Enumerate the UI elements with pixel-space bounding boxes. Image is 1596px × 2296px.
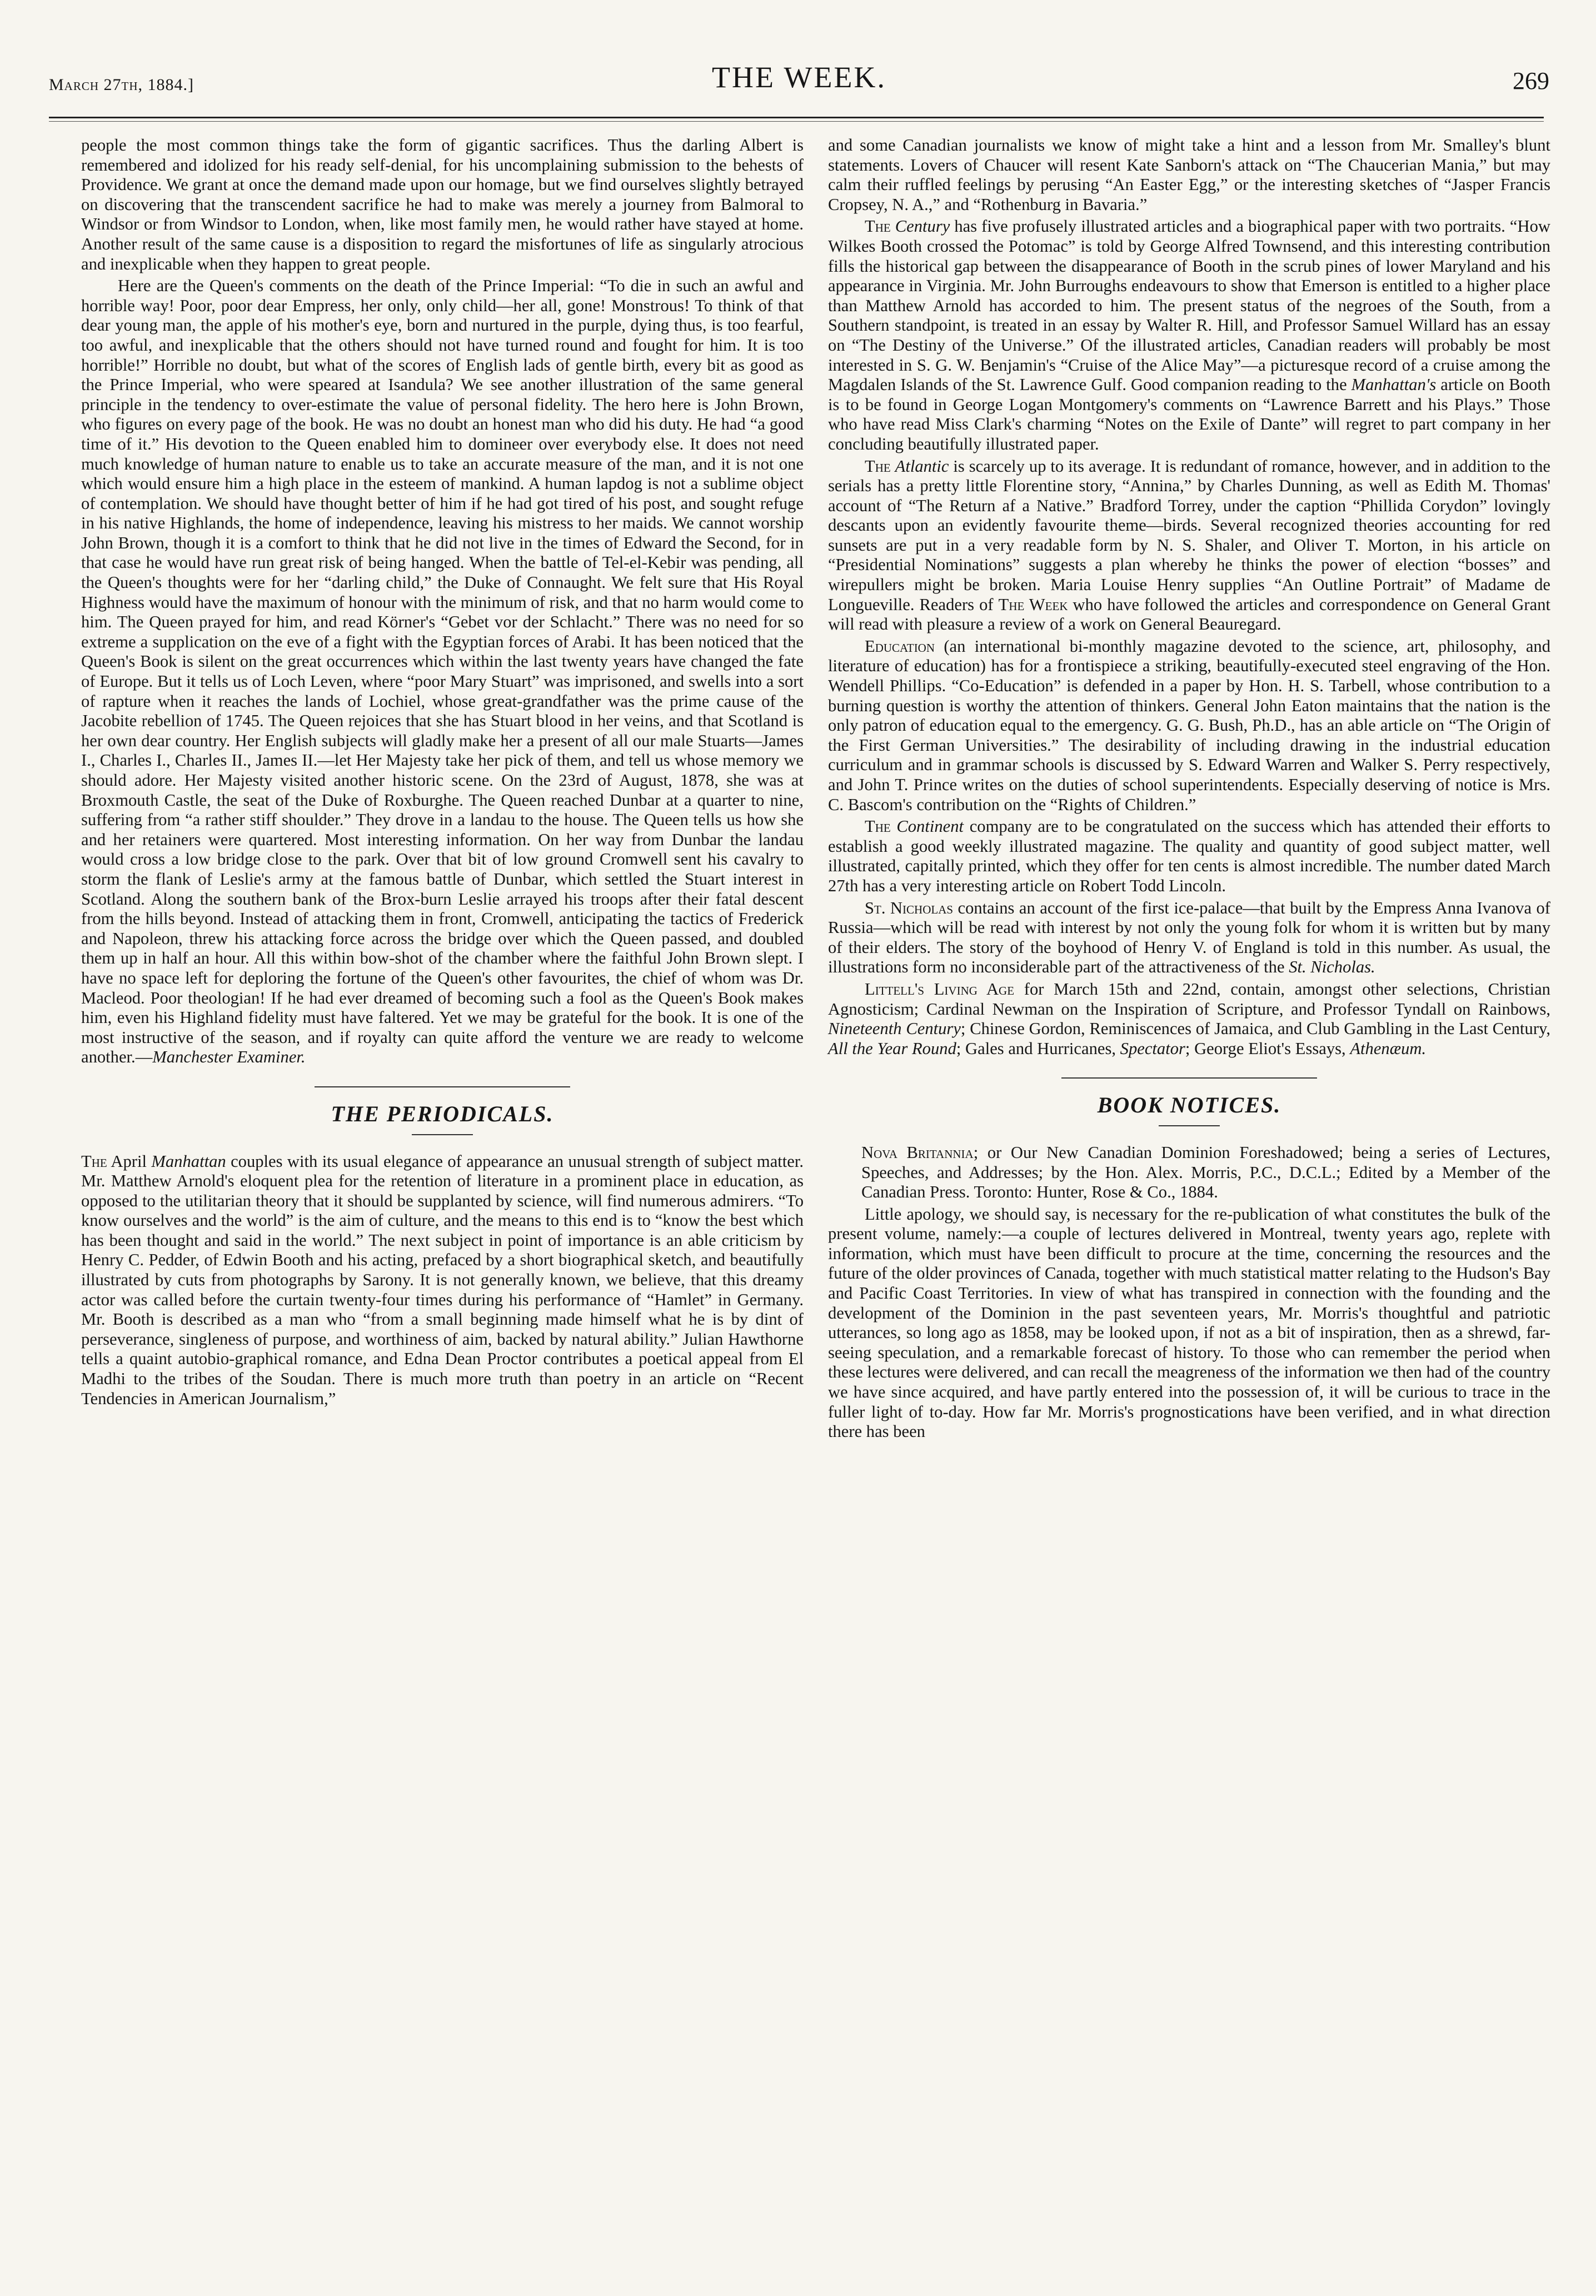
lead-word: St. Nicholas — [865, 898, 954, 917]
paragraph-text: for March 15th and 22nd, contain, amongst other selections, Christian Agnosticism; Cardinal Newman on the Inspiration of Scripture, and Professor Tyndall on Rainbows, — [828, 979, 1550, 1019]
article-paragraph — [828, 217, 1550, 454]
issue-date: March 27th, 1884.] — [49, 76, 194, 94]
lead-word: The — [865, 456, 895, 476]
paragraph-text: April — [111, 1151, 152, 1171]
book-citation — [828, 1143, 1550, 1202]
paragraph-text: contains an account of the first ice-palace—that built by the Empress Anna Ivanova of Russia—which will be read with interest by not only the young folk for whom it is written but by many of their elders. The story of the boyhood of Henry V. of England is told in this number. As usual, the illustrations form no inconsiderable part of the attractiveness of the — [828, 898, 1550, 977]
lead-word: The — [865, 217, 895, 236]
lead-word: Education — [865, 636, 935, 656]
magazine-name: All the Year Round — [828, 1039, 956, 1058]
lead-word: The — [81, 1151, 107, 1171]
masthead — [49, 60, 1549, 110]
magazine-name: Manhattan — [151, 1151, 226, 1171]
paragraph-text: has five profusely illustrated articles and a biographical paper with two portraits. “How Wilkes Booth crossed the Potomac” is told by George Alfred Townsend, and this interesting contribution fills the historical gap between the disappearance of Booth in the scrub pines of lower Maryland and his appearance in Virginia. Mr. John Burroughs endeavours to show that Emerson is entitled to a higher place than Matthew Arnold has accorded to him. The present status of the negroes of the South, from a Southern standpoint, is treated in an essay by Walter R. Hill, and Professor Samuel Willard has an essay on “The Destiny of the Universe.” Of the illustrated articles, Canadian readers will probably be most interested in S. G. W. Benjamin's “Cruise of the Alice May”—a picturesque record of a cruise among the Magdalen Islands of the St. Lawrence Gulf. Good companion reading to the — [828, 217, 1550, 395]
title-underline — [1159, 1125, 1220, 1126]
paragraph-text: is scarcely up to its average. It is redundant of romance, however, and in addition to the serials has a pretty little Florentine story, “Annina,” by Charles Dunning, as well as Edith M. Thomas' account of “The Return af a Native.” Bradford Torrey, under the caption “Phillida Corydon” lovingly descants upon an evidently favourite theme—birds. Several recognized theories accounting for red sunsets are put in a very readable form by N. S. Shaler, and Oliver T. Morton, in his article on “Presidential Nominations” suggests a plan whereby he thinks the power of election “bosses” and wirepullers might be broken. Maria Louise Henry supplies “An Outline Portrait” of Madame de Longueville. Readers of — [828, 456, 1550, 614]
article-paragraph — [828, 637, 1550, 815]
article-paragraph — [81, 276, 804, 1067]
citation-text: ; or Our New Canadian Dominion Foreshadowed; being a series of Lectures, Speeches, and Addresses; by the Hon. Alex. Morris, P.C., D.C.L.; Edited by a Member of the Canadian Press. Toronto: Hunter, Rose & Co., 1884. — [861, 1142, 1550, 1202]
paragraph-text: (an international bi-monthly magazine devoted to the science, art, philosophy, and literature of education) has for a frontispiece a striking, beautifully-executed steel engraving of the Hon. Wendell Phillips. “Co-Education” is defended in a paper by Hon. H. S. Tarbell, whose contribution to a burning question is worthy the attention of thinkers. General John Eaton maintains that the nation is the only patron of education equal to the emergency. G. G. Bush, Ph.D., has an able article on “The Origin of the First German Universities.” The desirability of including drawing in the industrial education curriculum and in grammar schools is discussed by S. Edward Warren and Walker S. Perry respectively, and John T. Prince writes on the duties of school superintendents. Especially deserving of notice is Mrs. C. Bascom's contribution on the “Rights of Children.” — [828, 636, 1550, 814]
paragraph-text: ; Chinese Gordon, Reminiscences of Jamaica, and Club Gambling in the Last Century, — [960, 1019, 1550, 1039]
magazine-name: Athenæum. — [1350, 1039, 1427, 1058]
publication-title: THE WEEK. — [712, 61, 886, 94]
header-rule-thin — [49, 121, 1544, 122]
paragraph-text: who have followed the articles and correspondence on General Grant will read with pleasure a review of a work on General Beauregard. — [828, 595, 1550, 634]
magazine-name: Continent — [896, 817, 964, 836]
publication-name: The Week — [998, 595, 1068, 614]
paragraph-text: article on Booth is to be found in George Logan Montgomery's comments on “Lawrence Barrett and his Plays.” Those who have read Miss Clark's charming “Notes on the Exile of Dante” will regret to part company in her concluding beautifully illustrated paper. — [828, 375, 1551, 453]
article-paragraph — [828, 980, 1550, 1059]
section-divider — [1061, 1077, 1317, 1079]
right-column — [828, 136, 1550, 1444]
paragraph-text: couples with its usual elegance of appearance an unusual strength of subject matter. Mr. Matthew Arnold's eloquent plea for the retention of literature in a prominent place in education, as opposed to the utilitarian theory that it should be supplanted by science, will find numerous admirers. “To know ourselves and the world” is the aim of culture, and the means to this end is to “know the best which has been thought and said in the world.” The next subject in point of importance is an able criticism by Henry C. Pedder, of Edwin Booth and his acting, prefaced by a short biographical sketch, and beautifully illustrated by cuts from photographs by Sarony. It is not generally known, we believe, that this dreamy actor was called before the curtain twenty-four times during his performance of “Hamlet” in Germany. Mr. Booth is described as a man who “from a small beginning made himself what he is by dint of perseverance, singleness of purpose, and worthiness of aim, backed by natural ability.” Julian Hawthorne tells a quaint autobio-graphical romance, and Edna Dean Proctor contributes a poetical appeal from El Madhi to the tribes of the Soudan. There is much more truth than poetry in an article on “Recent Tendencies in American Journalism,” — [81, 1151, 804, 1408]
paragraph-text: Here are the Queen's comments on the death of the Prince Imperial: “To die in such an awful and horrible way! Poor, poor dear Empress, her only, only child—her all, gone! Monstrous! To think of that dear young man, the apple of his mother's eye, born and nurtured in the purple, dying thus, is too fearful, too awful, and inexplicable that the others should not have turned round and fought for him. It is too horrible!” Horrible no doubt, but what of the scores of English lads of gentle birth, every bit as good as the Prince Imperial, who were speared at Isandula? We see another illustration of the same general principle in the tendency to over-estimate the value of personal fidelity. The hero here is John Brown, who figures on every page of the book. He was no doubt an honest man who did his duty. He had “a good time of it.” His devotion to the Queen enabled him to domineer over everybody else. It does not need much knowledge of human nature to enable us to take an accurate measure of the man, and it is not one which would ensure him a high place in the esteem of mankind. A human lapdog is not a sublime object of contemplation. We should have thought better of him if he had got tired of his post, and sought refuge in his native Highlands, the home of independence, leaving his mistress to her maids. We cannot worship John Brown, though it is a comfort to think that he did not live in the times of Edward the Second, for in that case he would have run great risk of being hanged. When the battle of Tel-el-Kebir was pending, all the Queen's thoughts were for her “darling child,” the Duke of Connaught. We felt sure that His Royal Highness would have the maximum of honour with the minimum of risk, and that no harm would come to him. The Queen prayed for him, and read Körner's “Gebet vor der Schlacht.” There was no need for so extreme a supplication on the eve of a fight with the Egyptian forces of Arabi. It has been noticed that the Queen's Book is silent on the great occurrences which within the last twenty years have changed the fate of Europe. But it tells us of Loch Leven, where “poor Mary Stuart” was imprisoned, and swells into a sort of rapture when it reaches the lands of Lochiel, whose great-grandfather was the prime cause of the Jacobite rebellion of 1745. The Queen rejoices that she has Stuart blood in her veins, and that Scotland is her own dear country. Her English subjects will gladly make her a present of all our male Stuarts—James I., Charles I., Charles II., James II.—let Her Majesty take her pick of them, and tell us whose memory we should adore. Her Majesty visited another historic scene. On the 23rd of August, 1878, she was at Broxmouth Castle, the seat of the Duke of Roxburghe. The Queen reached Dunbar at a quarter to nine, suffering from “a rather stiff shoulder.” They drove in a landau to the house. The Queen tells us how she and her retainers were quartered. Most interesting information. On her way from Dunbar the landau would cross a low bridge close to the park. Over that bit of low ground Cromwell sent his cavalry to storm the flank of Leslie's army at the famous battle of Dunbar, which settled the Stuart interest in Scotland. Along the southern bank of the Brox-burn Leslie arrayed his troops after their fatal descent from the hills beyond. Instead of attacking them in front, Cromwell, anticipating the tactics of Frederick and Napoleon, threw his attacking force across the bridge over which the Queen passed, and doubled them up in half an hour. All this within bow-shot of the chamber where the faithful John Brown slept. I have no space left for deploring the fortune of the Queen's other favourites, the chief of whom was Dr. Macleod. Poor theologian! If he had ever dreamed of becoming such a fool as the Queen's Book makes him, even his Highland fidelity must have faltered. Yet we may be grateful for the book. It is one of the most instructive of the season, and if royalty can quite afford the venture we are ready to welcome another.— — [81, 276, 804, 1067]
article-paragraph — [828, 817, 1550, 896]
paragraph-text: ; George Eliot's Essays, — [1185, 1039, 1350, 1058]
lead-word: The — [865, 817, 897, 836]
article-paragraph: people the most common things take the form of gigantic sacrifices. Thus the darling Albert is remembered and idolized for his ready self-denial, for his uncomplaining submission to the behests of Providence. We grant at once the demand made upon our homage, but we find ourselves slightly betrayed on discovering that the transcendent sacrifice he had to make was merely a journey from Balmoral to Windsor or from Windsor to London, when, like most family men, he would rather have stayed at home. Another result of the same cause is a disposition to regard the misfortunes of life as singularly atrocious and inexplicable when they happen to great people. — [81, 136, 804, 273]
book-title: Nova Britannia — [861, 1142, 974, 1162]
magazine-name: Atlantic — [895, 456, 949, 476]
lead-word: Littell's Living Age — [865, 979, 1015, 999]
section-title-book-notices: BOOK NOTICES. — [1097, 1092, 1281, 1118]
left-column — [81, 136, 804, 1411]
paragraph-text: company are to be congratulated on the success which has attended their efforts to establish a good weekly illustrated magazine. The quality and quantity of good subject matter, well illustrated, capitally printed, which they offer for ten cents is almost incredible. The number dated March 27th has a very interesting article on Robert Todd Lincoln. — [828, 817, 1550, 895]
title-underline — [412, 1134, 473, 1135]
section-title-periodicals: THE PERIODICALS. — [331, 1101, 554, 1126]
header-rule — [49, 117, 1544, 118]
paragraph-text: ; Gales and Hurricanes, — [956, 1039, 1120, 1058]
magazine-name: Century — [895, 217, 950, 236]
article-paragraph: Little apology, we should say, is necessary for the re-publication of what constitutes the bulk of the present volume, namely:—a couple of lectures delivered in Montreal, twenty years ago, replete with information, which must have been difficult to procure at the time, concerning the resources and the future of the older provinces of Canada, together with much statistical matter relating to the Hudson's Bay and Pacific Coast Territories. In view of what has transpired in connection with the founding and the development of the Dominion in the past seventeen years, Mr. Morris's thoughtful and patriotic utterances, so long ago as 1858, may be looked upon, if not as a bit of inspiration, then as a shrewd, far-seeing speculation, and a remarkable forecast of history. To those who can remember the period when these lectures were delivered, and can recall the meagreness of the information we then had of the country we have since acquired, and have partly entered into the possession of, it will be curious to trace in the fuller light of to-day. How far Mr. Morris's prognostications have been verified, and in what direction there has been — [828, 1204, 1550, 1441]
magazine-name: Manhattan's — [1351, 375, 1437, 395]
article-paragraph: and some Canadian journalists we know of might take a hint and a lesson from Mr. Smalley's blunt statements. Lovers of Chaucer will resent Kate Sanborn's attack on “The Chaucerian Mania,” but may calm their ruffled feelings by perusing “An Easter Egg,” or the interesting sketches of “Jasper Francis Cropsey, N. A.,” and “Rothenburg in Bavaria.” — [828, 136, 1550, 214]
article-paragraph — [828, 457, 1550, 635]
article-paragraph — [828, 899, 1550, 977]
page-number: 269 — [1513, 67, 1549, 94]
section-divider — [315, 1086, 570, 1087]
source-attribution: Manchester Examiner. — [152, 1047, 306, 1067]
article-paragraph — [81, 1152, 804, 1409]
magazine-name: St. Nicholas. — [1289, 957, 1375, 977]
magazine-name: Spectator — [1120, 1039, 1185, 1058]
magazine-name: Nineteenth Century — [828, 1019, 961, 1039]
